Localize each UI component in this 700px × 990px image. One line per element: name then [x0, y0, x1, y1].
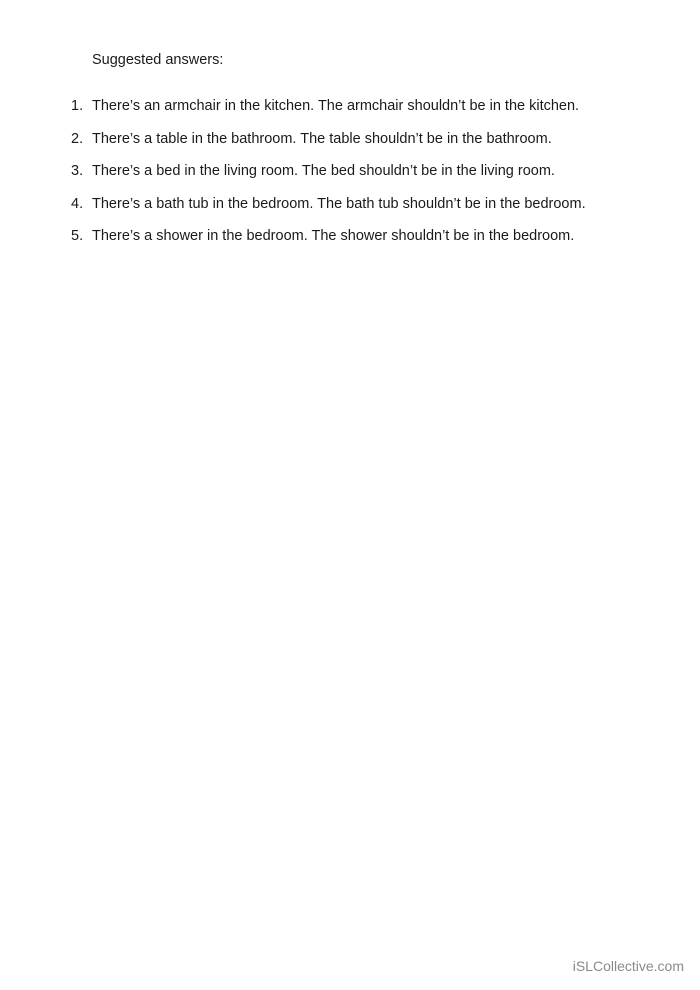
answer-number: 4. — [71, 195, 84, 212]
answers-heading: Suggested answers: — [92, 52, 224, 68]
answer-text: There’s an armchair in the kitchen. The armchair shouldn’t be in the kitchen. — [92, 98, 580, 114]
answer-number: 5. — [71, 228, 84, 244]
site-watermark: iSLCollective.com — [572, 958, 684, 974]
answer-text: There’s a bed in the living room. The bed shouldn’t be in the living room. — [92, 163, 555, 179]
answer-number: 1. — [71, 98, 84, 114]
answer-number: 3. — [71, 163, 84, 179]
answer-number: 2. — [71, 130, 84, 147]
answer-text: There’s a bath tub in the bedroom. The bath tub shouldn’t be in the bedroom. — [92, 195, 586, 212]
answer-text: There’s a table in the bathroom. The table shouldn’t be in the bathroom. — [92, 130, 552, 147]
answer-text: There’s a shower in the bedroom. The shower shouldn’t be in the bedroom. — [92, 228, 575, 244]
